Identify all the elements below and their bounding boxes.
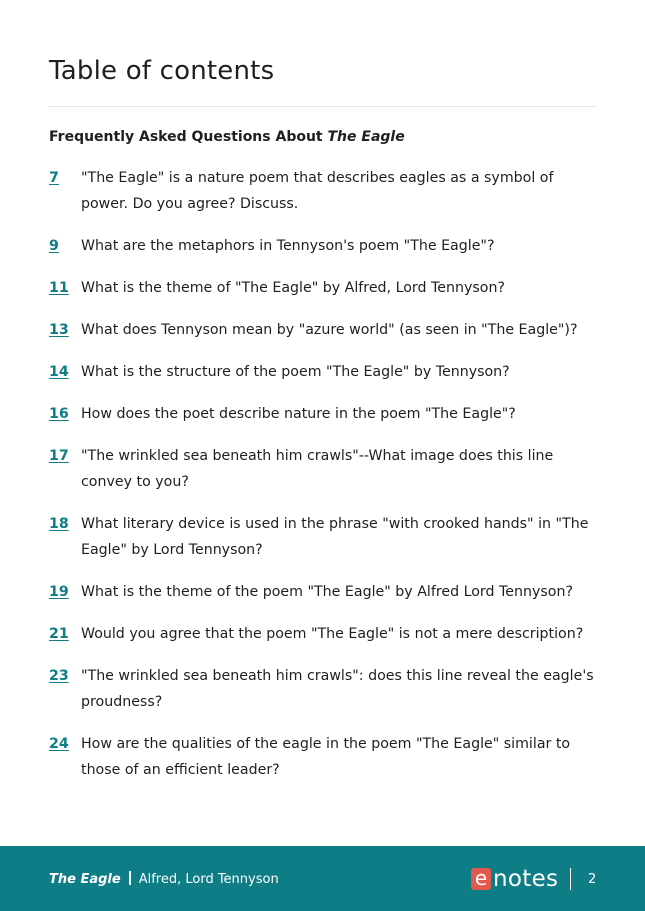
footer-book-title: The Eagle xyxy=(49,872,121,887)
toc-page-link[interactable]: 16 xyxy=(49,406,69,422)
footer-book-info xyxy=(49,871,279,887)
toc-question: Would you agree that the poem "The Eagle" is not a mere description? xyxy=(81,626,584,642)
section-heading-book-title: The Eagle xyxy=(327,129,405,145)
toc-item xyxy=(49,317,597,343)
footer-divider xyxy=(570,868,571,890)
toc-item xyxy=(49,401,597,427)
toc-question: What literary device is used in the phrase "with crooked hands" in "The Eagle" by Lord Tennyson? xyxy=(81,516,589,558)
toc-item xyxy=(49,511,597,563)
title-divider xyxy=(49,106,597,107)
toc-question: "The Eagle" is a nature poem that describes eagles as a symbol of power. Do you agree? Discuss. xyxy=(81,170,554,212)
toc-question: What does Tennyson mean by "azure world" (as seen in "The Eagle")? xyxy=(81,322,578,338)
toc-question: What is the theme of "The Eagle" by Alfred, Lord Tennyson? xyxy=(81,280,505,296)
toc-question: "The wrinkled sea beneath him crawls": does this line reveal the eagle's proudness? xyxy=(81,668,594,710)
toc-item xyxy=(49,359,597,385)
section-heading-prefix: Frequently Asked Questions About xyxy=(49,129,328,145)
toc-page-link[interactable]: 7 xyxy=(49,170,59,186)
section-heading xyxy=(49,129,405,145)
toc-question: What is the structure of the poem "The Eagle" by Tennyson? xyxy=(81,364,510,380)
enotes-logo-e-icon: e xyxy=(471,868,491,890)
toc-item xyxy=(49,275,597,301)
toc-item xyxy=(49,621,597,647)
toc-item xyxy=(49,443,597,495)
toc-page-link[interactable]: 17 xyxy=(49,448,69,464)
toc-question: What is the theme of the poem "The Eagle" by Alfred Lord Tennyson? xyxy=(81,584,573,600)
toc-question: "The wrinkled sea beneath him crawls"--What image does this line convey to you? xyxy=(81,448,554,490)
toc-item xyxy=(49,731,597,783)
toc-page-link[interactable]: 18 xyxy=(49,516,69,532)
toc-page-link[interactable]: 9 xyxy=(49,238,59,254)
toc-question: What are the metaphors in Tennyson's poem "The Eagle"? xyxy=(81,238,495,254)
toc-page-link[interactable]: 23 xyxy=(49,668,69,684)
toc-list xyxy=(49,165,597,799)
toc-item xyxy=(49,165,597,217)
toc-question: How are the qualities of the eagle in the poem "The Eagle" similar to those of an efficient leader? xyxy=(81,736,571,778)
toc-page-link[interactable]: 21 xyxy=(49,626,69,642)
toc-item xyxy=(49,233,597,259)
enotes-logo-wordmark: notes xyxy=(493,866,559,892)
enotes-logo xyxy=(471,868,558,890)
page-number: 2 xyxy=(588,872,597,887)
page-title: Table of contents xyxy=(49,56,275,86)
page-footer xyxy=(0,846,645,911)
footer-separator xyxy=(129,871,131,885)
toc-item xyxy=(49,663,597,715)
toc-page-link[interactable]: 14 xyxy=(49,364,69,380)
toc-page-link[interactable]: 11 xyxy=(49,280,69,296)
toc-page-link[interactable]: 24 xyxy=(49,736,69,752)
footer-author: Alfred, Lord Tennyson xyxy=(138,872,279,887)
toc-page-link[interactable]: 13 xyxy=(49,322,69,338)
toc-item xyxy=(49,579,597,605)
toc-question: How does the poet describe nature in the poem "The Eagle"? xyxy=(81,406,516,422)
toc-page-link[interactable]: 19 xyxy=(49,584,69,600)
